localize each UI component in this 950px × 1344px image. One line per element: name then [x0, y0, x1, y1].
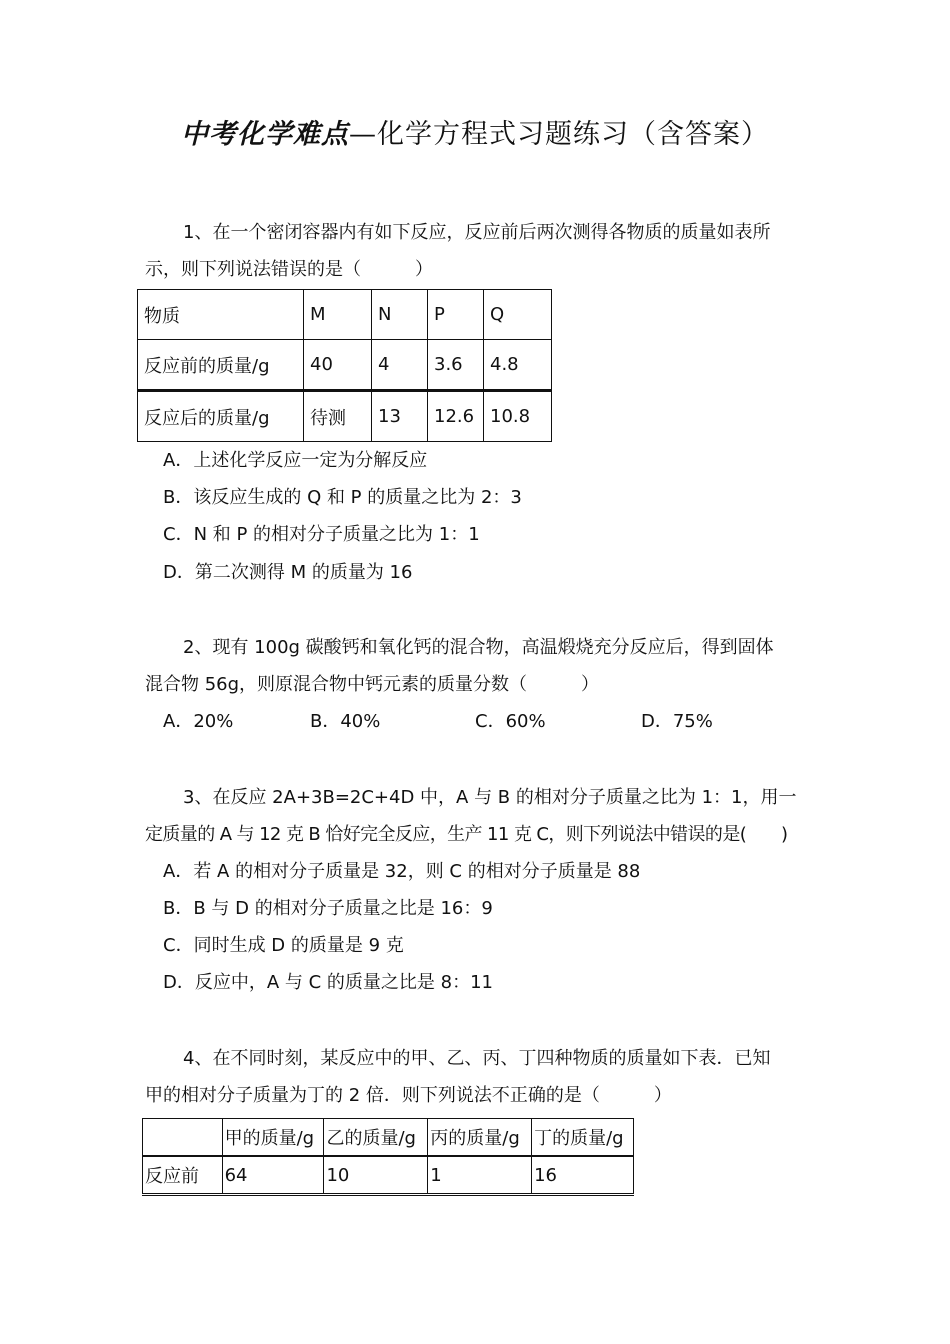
q2-stem-line2: 混合物 56g，则原混合物中钙元素的质量分数（ ）: [145, 674, 600, 695]
table-cell: 10: [324, 1156, 428, 1195]
q1-stem-line2: 示，则下列说法错误的是（ ）: [145, 259, 433, 280]
q2-option-a: A．20%: [163, 711, 234, 732]
table-row: [143, 1156, 634, 1195]
table-cell: 3.6: [428, 340, 484, 391]
table-cell: 16: [532, 1156, 634, 1195]
q1-option-b: B．该反应生成的 Q 和 P 的质量之比为 2：3: [163, 487, 522, 508]
table-cell: 乙的质量/g: [324, 1119, 428, 1157]
table-cell: 丁的质量/g: [532, 1119, 634, 1157]
q3-option-b: B．B 与 D 的相对分子质量之比是 16：9: [163, 898, 493, 919]
q2-stem-line1: 2、现有 100g 碳酸钙和氧化钙的混合物，高温煅烧充分反应后，得到固体: [183, 637, 774, 658]
table-cell: 13: [372, 391, 428, 442]
table-cell: P: [428, 290, 484, 340]
q3-stem-line2: 定质量的 A 与 12 克 B 恰好完全反应，生产 11 克 C，则下列说法中错误的是( ): [145, 824, 788, 845]
table-cell: M: [304, 290, 372, 340]
table-cell: 12.6: [428, 391, 484, 442]
q1-table: [137, 289, 552, 442]
table-cell: 甲的质量/g: [222, 1119, 324, 1157]
q4-stem-line2: 甲的相对分子质量为丁的 2 倍．则下列说法不正确的是（ ）: [145, 1085, 672, 1106]
title-emphasis: 中考化学难点: [181, 119, 349, 150]
table-row: [138, 290, 552, 340]
q1-option-c: C．N 和 P 的相对分子质量之比为 1：1: [163, 524, 480, 545]
q1-option-a: A．上述化学反应一定为分解反应: [163, 450, 428, 471]
q2-option-b: B．40%: [310, 711, 381, 732]
q4-stem-line1: 4、在不同时刻，某反应中的甲、乙、丙、丁四种物质的质量如下表．已知: [183, 1048, 771, 1069]
title-rest: —化学方程式习题练习（含答案）: [349, 119, 769, 150]
q4-table: [142, 1118, 634, 1196]
table-cell: 待测: [304, 391, 372, 442]
page-title: [0, 112, 950, 151]
table-cell: Q: [484, 290, 552, 340]
table-cell: 丙的质量/g: [428, 1119, 532, 1157]
q3-stem-line1: 3、在反应 2A+3B=2C+4D 中，A 与 B 的相对分子质量之比为 1：1，用一: [183, 787, 797, 808]
table-row: [143, 1119, 634, 1157]
table-cell: 10.8: [484, 391, 552, 442]
table-cell: 物质: [138, 290, 304, 340]
q1-stem-line1: 1、在一个密闭容器内有如下反应，反应前后两次测得各物质的质量如表所: [183, 222, 771, 243]
table-row: [138, 391, 552, 442]
q3-option-c: C．同时生成 D 的质量是 9 克: [163, 935, 404, 956]
table-cell: 1: [428, 1156, 532, 1195]
table-row: [138, 340, 552, 391]
table-cell: 64: [222, 1156, 324, 1195]
table-cell: N: [372, 290, 428, 340]
q3-option-d: D．反应中，A 与 C 的质量之比是 8：11: [163, 972, 493, 993]
table-cell: 反应前的质量/g: [138, 340, 304, 391]
table-cell: 反应前: [143, 1156, 223, 1195]
q2-option-d: D．75%: [641, 711, 713, 732]
table-cell: 4: [372, 340, 428, 391]
table-cell: 反应后的质量/g: [138, 391, 304, 442]
q3-option-a: A．若 A 的相对分子质量是 32，则 C 的相对分子质量是 88: [163, 861, 641, 882]
q1-option-d: D．第二次测得 M 的质量为 16: [163, 562, 413, 583]
table-cell: 40: [304, 340, 372, 391]
table-cell: 4.8: [484, 340, 552, 391]
q2-option-c: C．60%: [475, 711, 546, 732]
table-cell: [143, 1119, 223, 1157]
